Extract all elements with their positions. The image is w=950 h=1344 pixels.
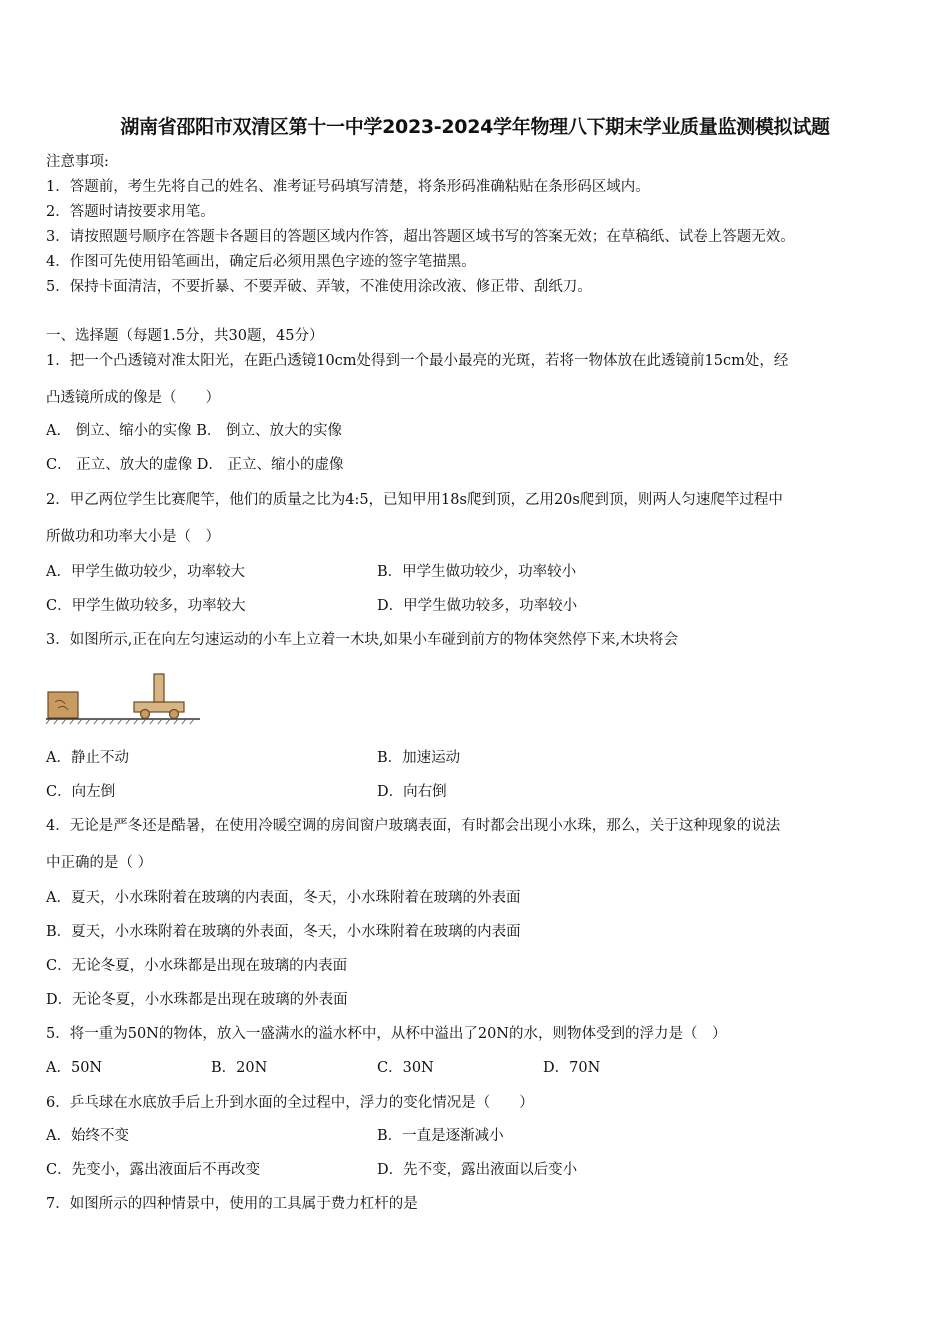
option-a: A．甲学生做功较少，功率较大 (46, 564, 245, 580)
section-heading: 一、选择题（每题1.5分，共30题，45分） (46, 328, 324, 344)
option-b: B．20N (211, 1060, 268, 1076)
option-c: C．甲学生做功较多，功率较大 (46, 598, 246, 614)
option-b: B．夏天，小水珠附着在玻璃的外表面，冬天，小水珠附着在玻璃的内表面 (46, 924, 521, 940)
question-stem: 凸透镜所成的像是（ ） (46, 390, 220, 406)
option-c: C．向左倒 (46, 784, 116, 800)
cart-block-figure (44, 672, 204, 728)
option-a: A．夏天，小水珠附着在玻璃的内表面，冬天，小水珠附着在玻璃的外表面 (46, 890, 521, 906)
question-stem: 3．如图所示,正在向左匀速运动的小车上立着一木块,如果小车碰到前方的物体突然停下来,木块将会 (46, 632, 679, 648)
option-c: C．无论冬夏，小水珠都是出现在玻璃的内表面 (46, 958, 348, 974)
cart-wheel (170, 710, 179, 719)
option-c: C．先变小，露出液面后不再改变 (46, 1162, 261, 1178)
option-a: A．50N (46, 1060, 103, 1076)
ground-hatching (46, 719, 194, 724)
option-c: C．30N (377, 1060, 434, 1076)
option-d: D．无论冬夏，小水珠都是出现在玻璃的外表面 (46, 992, 348, 1008)
option-d: D．70N (543, 1060, 601, 1076)
notice-item: 5．保持卡面清洁，不要折暴、不要弄破、弄皱，不准使用涂改液、修正带、刮纸刀。 (46, 279, 592, 295)
option-d: D．先不变，露出液面以后变小 (377, 1162, 578, 1178)
wooden-block (154, 674, 164, 702)
notice-item: 4．作图可先使用铅笔画出，确定后必须用黑色字迹的签字笔描黑。 (46, 254, 476, 270)
question-stem: 1．把一个凸透镜对准太阳光，在距凸透镜10cm处得到一个最小最亮的光斑，若将一物体放在此透镜前15cm处，经 (46, 353, 789, 369)
notice-item: 1．答题前，考生先将自己的姓名、准考证号码填写清楚，将条形码准确粘贴在条形码区域内。 (46, 179, 650, 195)
obstacle-block (48, 692, 78, 718)
option-cd: C． 正立、放大的虚像 D． 正立、缩小的虚像 (46, 457, 344, 473)
notice-item: 3．请按照题号顺序在答题卡各题目的答题区域内作答，超出答题区域书写的答案无效；在草稿纸、试卷上答题无效。 (46, 229, 795, 245)
question-stem: 5．将一重为50N的物体，放入一盛满水的溢水杯中，从杯中溢出了20N的水，则物体受到的浮力是（ ） (46, 1026, 727, 1042)
notice-item: 2．答题时请按要求用笔。 (46, 204, 215, 220)
cart-wheel (141, 710, 150, 719)
option-d: D．向右倒 (377, 784, 447, 800)
option-b: B．甲学生做功较少，功率较小 (377, 564, 577, 580)
page-title: 湖南省邵阳市双清区第十一中学2023-2024学年物理八下期末学业质量监测模拟试题 (120, 116, 830, 138)
option-a: A．静止不动 (46, 750, 129, 766)
question-stem: 中正确的是（ ） (46, 855, 153, 871)
option-d: D．甲学生做功较多，功率较小 (377, 598, 578, 614)
question-stem: 所做功和功率大小是（ ） (46, 529, 220, 545)
option-a: A．始终不变 (46, 1128, 129, 1144)
question-stem: 6．乒乓球在水底放手后上升到水面的全过程中，浮力的变化情况是（ ） (46, 1095, 534, 1111)
option-b: B．加速运动 (377, 750, 461, 766)
question-stem: 2．甲乙两位学生比赛爬竿，他们的质量之比为4:5，已知甲用18s爬到顶，乙用20s爬到顶，则两人匀速爬竿过程中 (46, 492, 783, 508)
option-b: B．一直是逐渐减小 (377, 1128, 504, 1144)
question-stem: 7．如图所示的四种情景中，使用的工具属于费力杠杆的是 (46, 1196, 418, 1212)
notice-heading: 注意事项: (46, 154, 109, 170)
option-ab: A． 倒立、缩小的实像 B． 倒立、放大的实像 (46, 423, 342, 439)
question-stem: 4．无论是严冬还是酷暑，在使用冷暖空调的房间窗户玻璃表面，有时都会出现小水珠，那么，关于这种现象的说法 (46, 818, 781, 834)
